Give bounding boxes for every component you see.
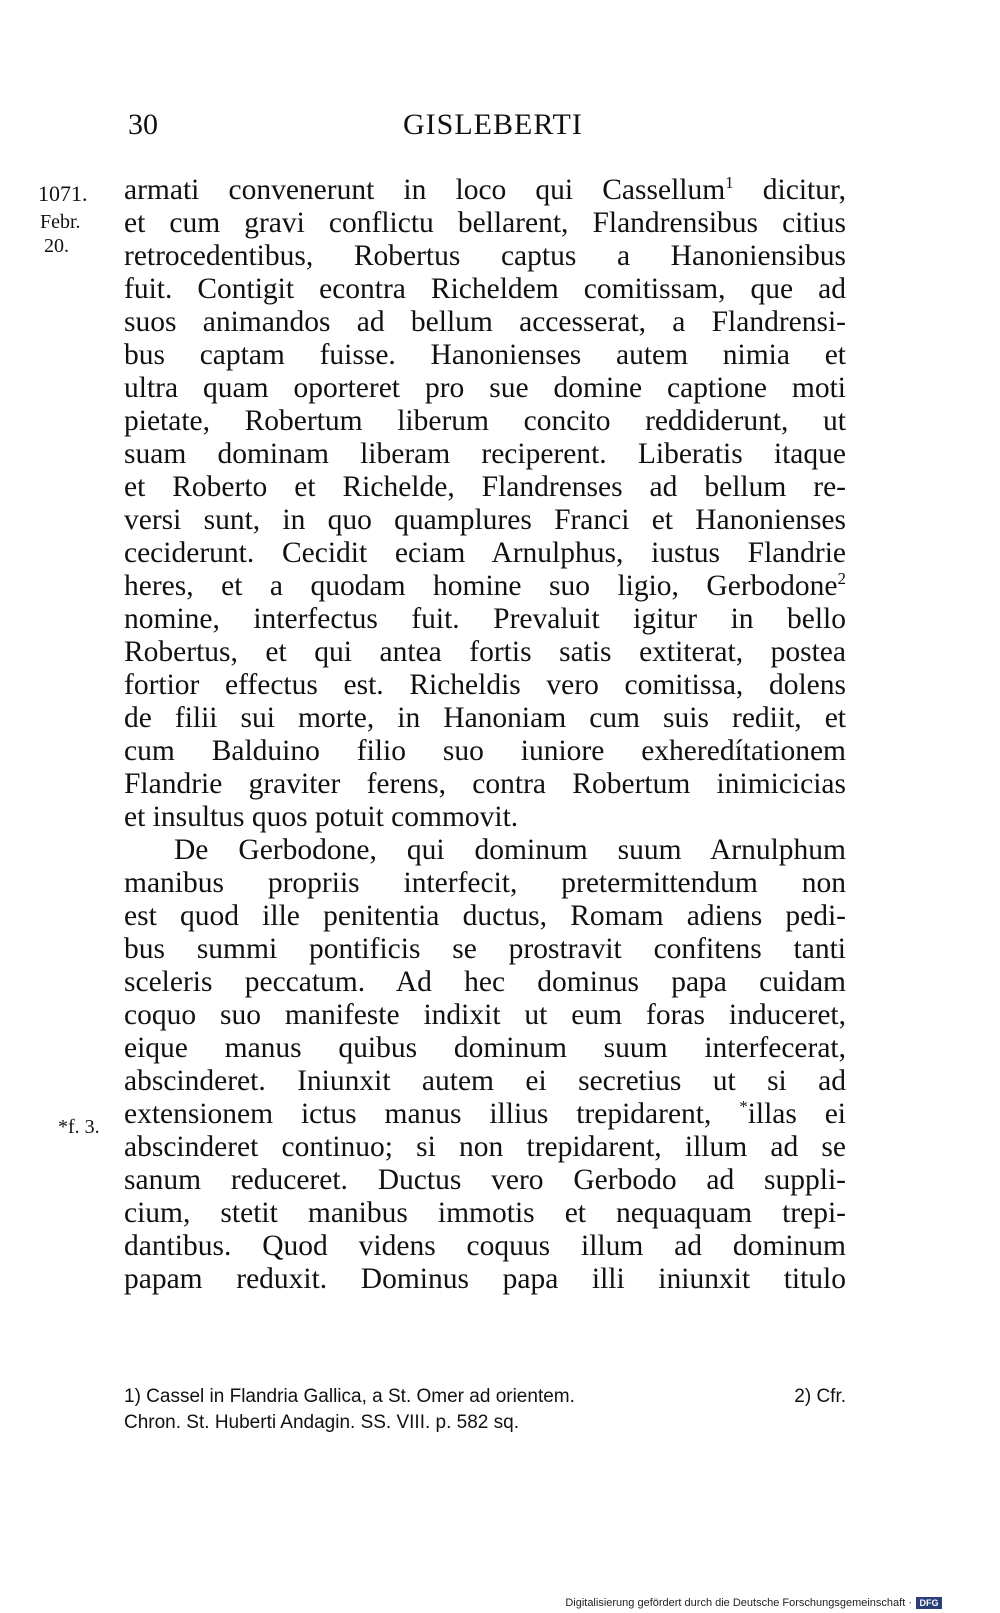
- text-line: ultra quam oporteret pro sue domine captione moti: [124, 372, 846, 404]
- text-line: suos animandos ad bellum accesserat, a Flandrensi-: [124, 306, 846, 338]
- text-line-tail: dicitur,: [733, 174, 847, 206]
- text-line: coquo suo manifeste indixit ut eum foras induceret,: [124, 999, 846, 1031]
- footnote-mark: 2: [837, 569, 846, 589]
- text-line: papam reduxit. Dominus papa illi iniunxit titulo: [124, 1263, 846, 1295]
- text-line: sanum reduceret. Ductus vero Gerbodo ad suppli-: [124, 1164, 846, 1196]
- footnotes: [124, 1384, 846, 1436]
- text-line: manibus propriis interfecit, pretermittendum non: [124, 867, 846, 899]
- footnote-mark: 1: [725, 173, 734, 193]
- text-line: bus summi pontificis se prostravit confitens tanti: [124, 933, 846, 965]
- footnote-1: 1) Cassel in Flandria Gallica, a St. Omer ad orientem.: [124, 1386, 575, 1407]
- text-line-content: armati convenerunt in loco qui Cassellum: [124, 174, 726, 206]
- footnote-line: [124, 1410, 846, 1436]
- running-title: GISLEBERTI: [403, 108, 583, 141]
- credit-text: Digitalisierung gefördert durch die Deutsche Forschungsgemeinschaft ·: [565, 1597, 912, 1609]
- text-line: dantibus. Quod videns coquus illum ad dominum: [124, 1230, 846, 1262]
- text-line: nomine, interfectus fuit. Prevaluit igitur in bello: [124, 603, 846, 635]
- text-line: est quod ille penitentia ductus, Romam adiens pedi-: [124, 900, 846, 932]
- page-number: 30: [128, 108, 158, 141]
- text-line: abscinderet. Iniunxit autem ei secretius ut si ad: [124, 1065, 846, 1097]
- page-header: [0, 108, 1000, 148]
- text-line: Flandrie graviter ferens, contra Robertum inimicicias: [124, 768, 846, 800]
- text-line: cum Balduino filio suo iuniore exheredítationem: [124, 735, 846, 767]
- text-line: de filii sui morte, in Hanoniam cum suis rediit, et: [124, 702, 846, 734]
- dfg-logo: DFG: [916, 1597, 942, 1609]
- text-line-tail: illas ei: [747, 1098, 846, 1130]
- text-line: cium, stetit manibus immotis et nequaquam trepi-: [124, 1197, 846, 1229]
- footnote-2-start: 2) Cfr.: [794, 1386, 846, 1407]
- text-line: retrocedentibus, Robertus captus a Hanoniensibus: [124, 240, 846, 272]
- text-line: [124, 1098, 846, 1131]
- text-line-content: heres, et a quodam homine suo ligio, Gerbodone: [124, 570, 838, 602]
- text-line: et insultus quos potuit commovit.: [124, 801, 519, 833]
- text-line: ceciderunt. Cecidit eciam Arnulphus, iustus Flandrie: [124, 537, 846, 569]
- text-line: abscinderet continuo; si non trepidarent, illum ad se: [124, 1131, 846, 1163]
- text-line: bus captam fuisse. Hanonienses autem nimia et: [124, 339, 846, 371]
- text-line: fortior effectus est. Richeldis vero comitissa, dolens: [124, 669, 846, 701]
- footnote-2-cont: Chron. St. Huberti Andagin. SS. VIII. p. 582 sq.: [124, 1412, 520, 1433]
- folio-star: *: [739, 1097, 748, 1117]
- text-line: et cum gravi conflictu bellarent, Flandrensibus citius: [124, 207, 846, 239]
- text-line: [124, 174, 846, 207]
- text-line-content: extensionem ictus manus illius trepidarent,: [124, 1098, 740, 1130]
- margin-month: Febr.: [40, 211, 81, 233]
- text-line: pietate, Robertum liberum concito reddiderunt, ut: [124, 405, 846, 437]
- text-line: fuit. Contigit econtra Richeldem comitissam, que ad: [124, 273, 846, 305]
- margin-folio: *f. 3.: [58, 1116, 100, 1138]
- text-line: versi sunt, in quo quamplures Franci et Hanonienses: [124, 504, 846, 536]
- text-line: sceleris peccatum. Ad hec dominus papa cuidam: [124, 966, 846, 998]
- text-line: [124, 570, 846, 603]
- margin-year: 1071.: [38, 181, 88, 206]
- margin-day: 20.: [44, 235, 69, 257]
- text-line: De Gerbodone, qui dominum suum Arnulphum: [174, 834, 846, 866]
- text-line: et Roberto et Richelde, Flandrenses ad bellum re-: [124, 471, 846, 503]
- text-line: suam dominam liberam reciperent. Liberatis itaque: [124, 438, 846, 470]
- text-line: Robertus, et qui antea fortis satis extiterat, postea: [124, 636, 846, 668]
- footnote-line: [124, 1384, 846, 1410]
- text-line: eique manus quibus dominum suum interfecerat,: [124, 1032, 846, 1064]
- digitization-credit: [565, 1597, 942, 1609]
